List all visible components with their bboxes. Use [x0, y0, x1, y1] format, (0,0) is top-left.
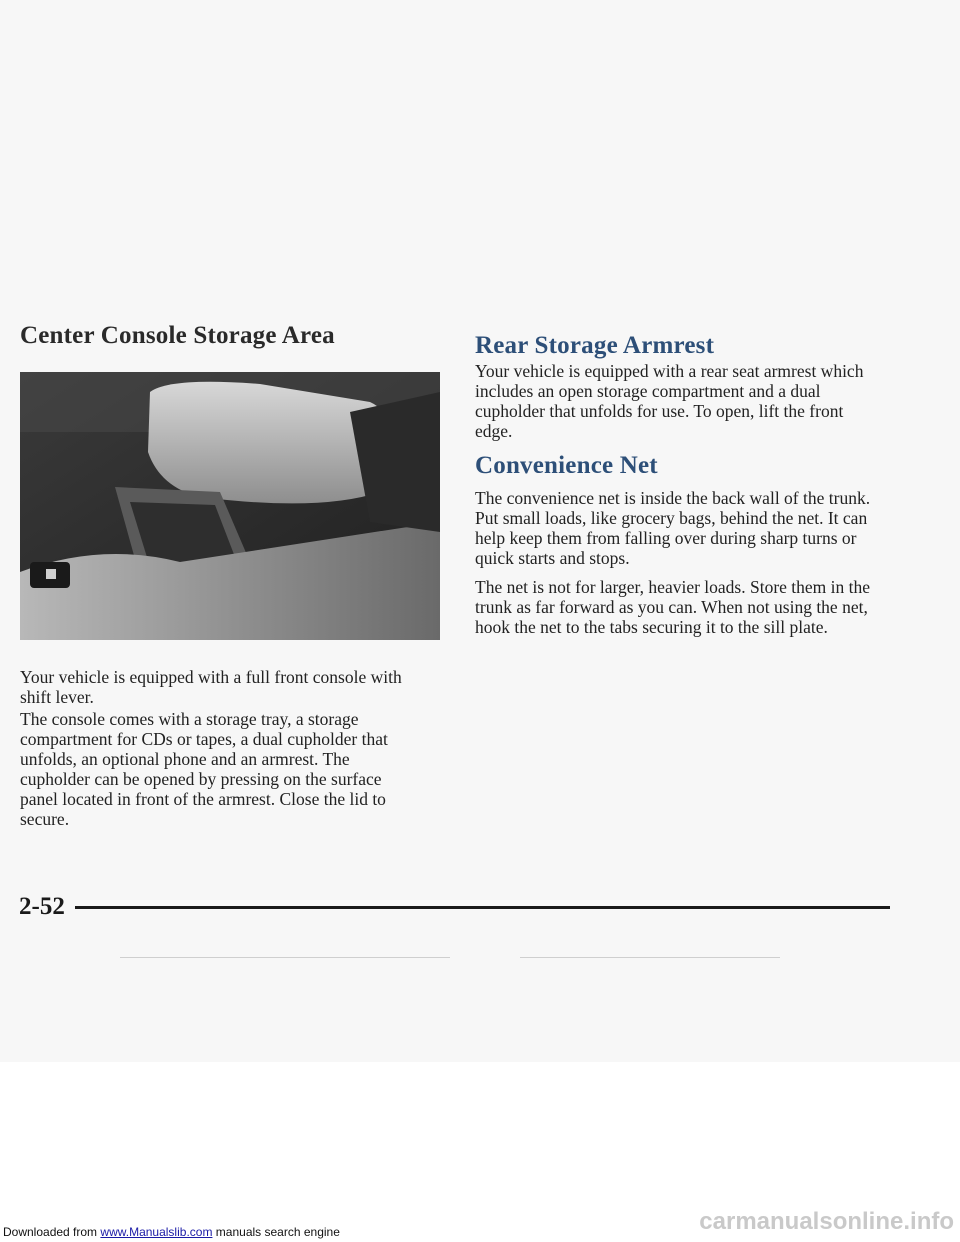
watermark-logo: carmanualsonline.info — [699, 1208, 954, 1235]
console-photo — [20, 372, 440, 640]
center-console-heading: Center Console Storage Area — [20, 322, 335, 349]
convenience-net-paragraph-2: The net is not for larger, heavier loads. Store them in the trunk as far forward as you can. When not using the net, hook the net to the tabs securing it to the sill plate. — [475, 577, 871, 637]
console-paragraph-1: Your vehicle is equipped with a full front console with shift lever. — [20, 667, 402, 707]
console-photo-illustration — [20, 372, 440, 640]
console-paragraph-2: The console comes with a storage tray, a storage compartment for CDs or tapes, a dual cupholder that unfolds, an optional phone and an armrest. The cupholder can be opened by pressing on the surface panel located in front of the armrest. Close the lid to secure. — [20, 709, 388, 829]
footer-suffix: manuals search engine — [215, 1225, 340, 1239]
rear-armrest-paragraph: Your vehicle is equipped with a rear seat armrest which includes an open storage compartment and a dual cupholder that unfolds for use. To open, lift the front edge. — [475, 361, 864, 441]
footer-prefix: Downloaded from — [3, 1225, 98, 1239]
page-rule — [75, 906, 890, 909]
rear-storage-armrest-heading: Rear Storage Armrest — [475, 332, 715, 359]
page-number: 2-52 — [19, 893, 65, 920]
faint-rule-left — [120, 957, 450, 958]
convenience-net-heading: Convenience Net — [475, 452, 658, 479]
download-footer — [3, 1225, 340, 1239]
manualslib-link[interactable]: www.Manualslib.com — [100, 1225, 213, 1239]
convenience-net-paragraph-1: The convenience net is inside the back wall of the trunk. Put small loads, like grocery bags, behind the net. It can help keep them from falling over during sharp turns or quick starts and stops. — [475, 488, 871, 568]
faint-rule-right — [520, 957, 780, 958]
